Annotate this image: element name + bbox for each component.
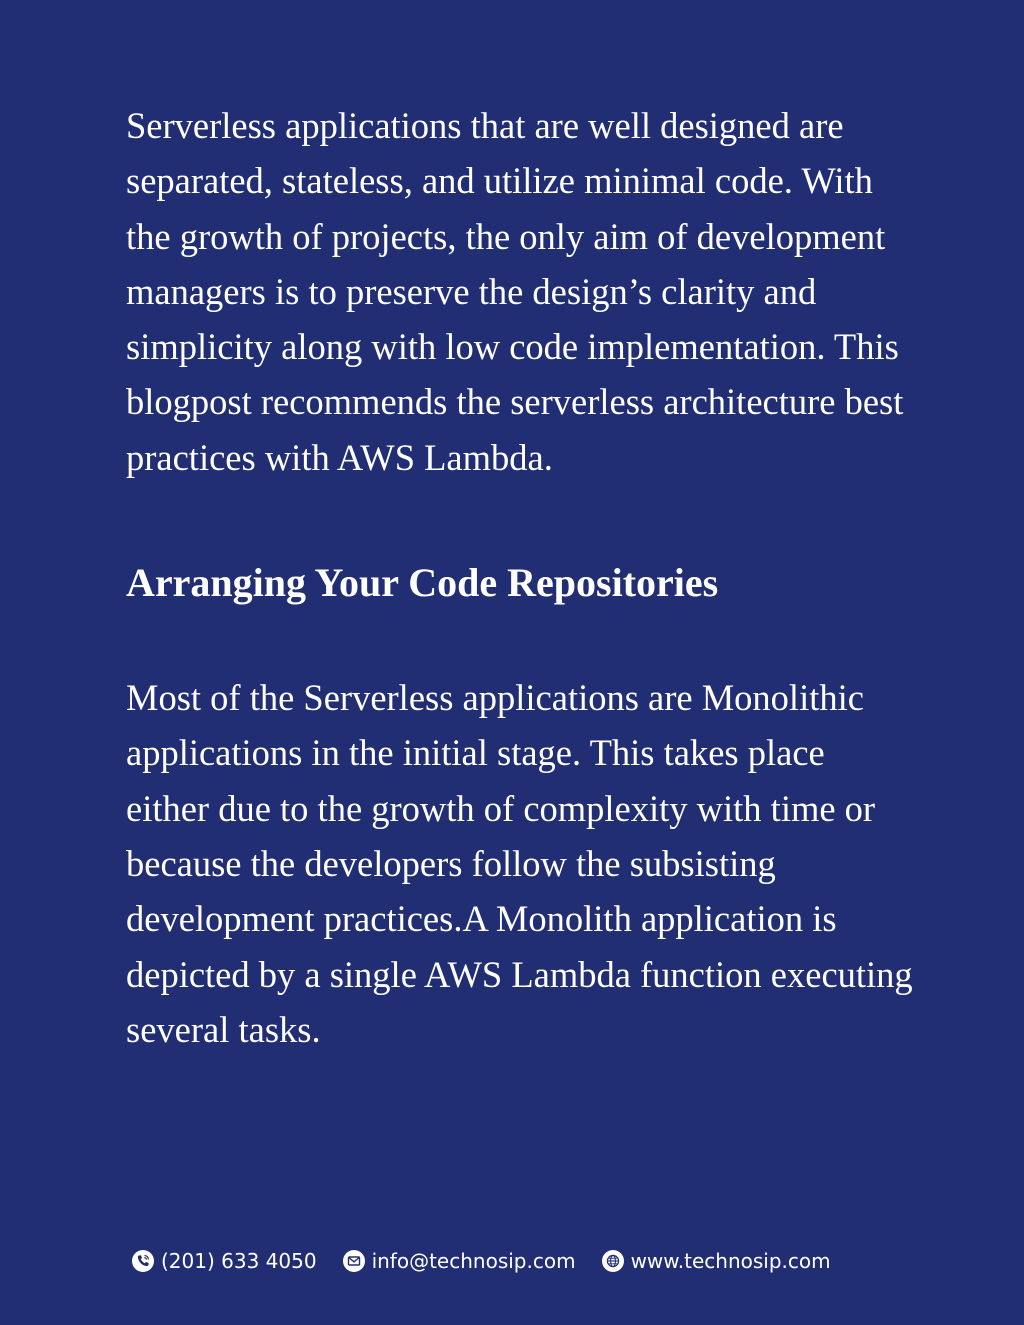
phone-icon [132, 1250, 154, 1272]
article-body [126, 98, 916, 1057]
website-url: www.technosip.com [630, 1249, 831, 1273]
email-contact[interactable] [343, 1249, 576, 1273]
mail-icon [343, 1250, 365, 1272]
globe-icon [602, 1250, 624, 1272]
phone-number: (201) 633 4050 [161, 1249, 317, 1273]
phone-contact[interactable] [132, 1249, 317, 1273]
website-contact[interactable] [602, 1249, 831, 1273]
section-heading: Arranging Your Code Repositories [126, 560, 719, 606]
email-address: info@technosip.com [371, 1249, 576, 1273]
contact-footer [132, 1244, 857, 1278]
intro-paragraph: Serverless applications that are well designed are separated, stateless, and utilize minimal code. With the growth of projects, the only aim of development managers is to preserve the design’s clarity and simplicity along with low code implementation. This blogpost recommends the serverless architecture best practices with AWS Lambda. [126, 105, 904, 478]
section-paragraph: Most of the Serverless applications are Monolithic applications in the initial stage. This takes place either due to the growth of complexity with time or because the developers follow the subsisting development practices.A Monolith application is depicted by a single AWS Lambda function executing several tasks. [126, 677, 913, 1050]
